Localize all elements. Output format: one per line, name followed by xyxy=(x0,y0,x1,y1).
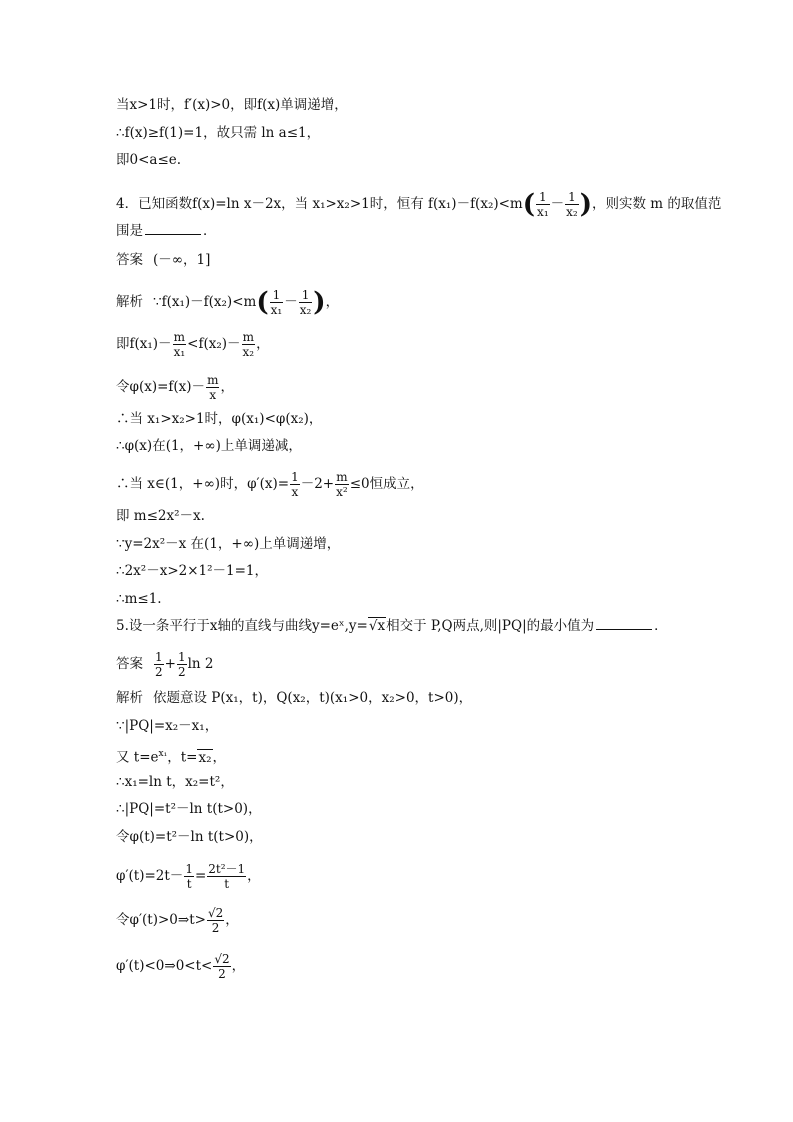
solution-5-line: φ′(t)=2t－ $\frac{1}{t}$ = $\frac{\text{2t²－1}}{t}$ ， xyxy=(116,862,261,891)
solution-5-line: 又 $t=e^{x_1}$，t=x₂， xyxy=(116,749,226,766)
solution-4-line: 解析 ∵f(x₁)－f(x₂)<m( $\frac{1}{\text{x₁}}$ － $\frac{1}{\text{x₂}}$ )， xyxy=(116,287,340,318)
solution-4-line: ∵y=2x²－x 在(1，+∞)上单调递增， xyxy=(116,536,341,552)
solution-line: 即0<a≤e. xyxy=(116,152,182,168)
solution-5-line: ∴|PQ|=t²－ln t(t>0)， xyxy=(116,801,262,817)
solution-4-line: ∴2x²－x>2×1²－1=1， xyxy=(116,563,269,579)
solution-5-line: φ′(t)<0⇒0<t< $\frac{√2}{2}$ ， xyxy=(116,952,246,981)
solution-4-line: ∴当 x∈(1，+∞)时，φ′(x)= $\frac{1}{x}$ －2+ $\frac{m}{\text{x²}}$ ≤0恒成立， xyxy=(116,470,424,499)
solution-4-line: ∴φ(x)在(1，+∞)上单调递减， xyxy=(116,438,302,454)
question-5: 5.设一条平行于x轴的直线与曲线y=eˣ,y=√x相交于 P,Q两点,则|PQ|的最小值为 ． xyxy=(116,618,668,634)
answer-5: 答案 $\frac{1}{2}$ + $\frac{1}{2}$ ln 2 xyxy=(116,650,214,679)
solution-4-line: ∴m≤1. xyxy=(116,591,162,607)
question-4: 4．已知函数f(x)=ln x－2x，当 x₁>x₂>1时，恒有 f(x₁)－f(x₂)<m( $\frac{1}{\text{x₁}}$ － $\frac{1}{\text{x₂}}$ )，则实数 m 的取值范 xyxy=(116,189,722,220)
solution-4-line: 令φ(x)=f(x)－ $\frac{m}{x}$ ， xyxy=(116,373,234,402)
solution-5-line: 令φ′(t)>0⇒t> $\frac{√2}{2}$ ， xyxy=(116,906,239,935)
answer-4: 答案 (－∞，1] xyxy=(116,252,211,268)
solution-5-line: ∴x₁=ln t，x₂=t²， xyxy=(116,774,234,790)
solution-4-line: 即 m≤2x²－x. xyxy=(116,508,205,524)
answer-blank xyxy=(145,222,201,235)
solution-line: 当x>1时，f′(x)>0，即f(x)单调递增， xyxy=(116,97,348,113)
question-4-cont: 围是 ． xyxy=(116,223,217,239)
solution-4-line: ∴当 x₁>x₂>1时，φ(x₁)<φ(x₂)， xyxy=(116,411,323,427)
solution-5-line: 令φ(t)=t²－ln t(t>0)， xyxy=(116,829,263,845)
solution-line: ∴f(x)≥f(1)=1，故只需 ln a≤1， xyxy=(116,125,321,141)
solution-5-line: ∵|PQ|=x₂－x₁， xyxy=(116,718,219,734)
solution-5-line: 解析 依题意设 P(x₁，t)，Q(x₂，t)(x₁>0，x₂>0，t>0)， xyxy=(116,690,473,706)
answer-blank xyxy=(596,617,652,630)
solution-4-line: 即f(x₁)－ $\frac{m}{\text{x₁}}$ <f(x₂)－ $\frac{m}{\text{x₂}}$ ， xyxy=(116,330,270,359)
